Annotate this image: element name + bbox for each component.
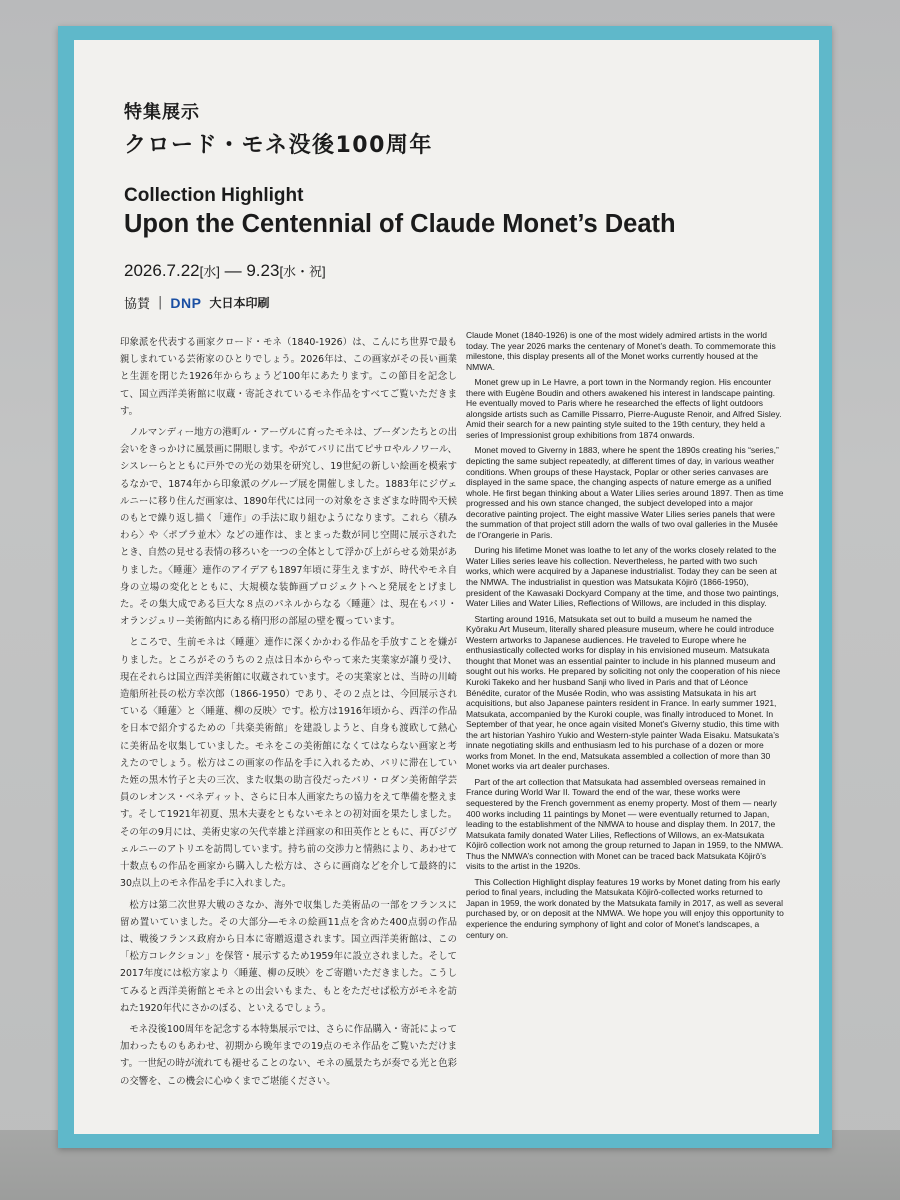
dnp-logo: DNP: [170, 294, 202, 311]
jp-title: クロード・モネ没後100周年: [124, 133, 433, 158]
exhibition-dates: [124, 261, 779, 281]
jp-paragraph: ノルマンディー地方の港町ル・アーヴルに育ったモネは、ブーダンたちとの出会いをきっかけに風景画に開眼します。やがてパリに出てピサロやルノワール、シスレーらとともに戸外での光の効果を研究し、19世紀の新しい絵画を模索するなかで、1874年から印象派のグループ展を開催しました。1883年にジヴェルニーに移り住んだ画家は、1890年代には同一の対象をさまざまな時間や天候のもとで繰り返し描く「連作」の手法に取り組むようになります。これら〈積みわら〉や〈ポプラ並木〉などの連作は、まとまった数が同じ空間に展示されたとき、自然の見せる表情の移ろいを一つの全体として浮かび上がらせる効果がありました。〈睡蓮〉連作のアイデアも1897年頃に芽生えますが、時代やモネ自身の立場の変化とともに、大規模な装飾画プロジェクトへと発展をとげました。その集大成である巨大な８点のパネルからなる〈睡蓮〉は、現在もパリ・オランジュリー美術館内にある楕円形の部屋の壁を覆っています。: [120, 427, 457, 628]
exhibition-panel-frame: [58, 26, 832, 1148]
jp-paragraph: 松方は第二次世界大戦のさなか、海外で収集した美術品の一部をフランスに留め置いていました。その大部分―モネの絵画11点を含めた400点弱の作品は、戦後フランス政府から日本に寄贈返還されます。国立西洋美術館は、この「松方コレクション」を保管・展示するため1959年に設立されました。そして2017年度には松方家より〈睡蓮、柳の反映〉をご寄贈いただきました。こうしてみると西洋美術館とモネとの出会いもまた、もとをただせば松方がモネを訪ねた1920年代にさかのぼる、といえるでしょう。: [120, 899, 457, 1014]
exhibition-panel: [74, 40, 819, 1134]
sponsor-name: 大日本印刷: [209, 296, 270, 310]
date-start: 2026.7.22: [124, 261, 200, 280]
sponsor-label: 協賛: [124, 297, 151, 312]
en-paragraph: During his lifetime Monet was loathe to let any of the works closely related to the Water Lilies series leave his collection. Nevertheless, he parted with two such works, which were acquired by a Japanese industrialist. Today they can be seen at the NMWA. The industrialist in question was Matsukata Kōjirō (1866-1950), president of the Kawasaki Dockyard Company at the time, and those two paintings, Water Lilies and Water Lilies, Reflections of Willows, are included in this display.: [466, 545, 779, 609]
sponsor-separator: |: [158, 295, 163, 310]
sponsor-line: [124, 293, 779, 312]
date-dash: —: [224, 261, 242, 280]
en-paragraph: Starting around 1916, Matsukata set out to build a museum he named the Kyōraku Art Museum, literally shared pleasure museum, where he could introduce Western artworks to Japanese audiences. He traveled to Europe where he enthusiastically collected works for display in his envisioned museum. Matsukata thought that Monet was an essential painter to include in his planned museum and sought out his works. He prepared by soliciting not only the cooperation of his niece Kuroki Takeko and her husband Sanji who lived in Paris and that of Léonce Bénédite, curator of the Musée Rodin, who was assisting Matsukata in his art acquisitions, but also Japanese painters resident in France. In early summer 1921, Matsukata, accompanied by the Kuroki couple, was finally introduced to Monet. In September of that year, he once again visited Monet’s Giverny studio, this time with the art historian Yashiro Yukio and Western-style painter Wada Eisaku. Matsukata’s innate negotiating skills and enthusiasm led to his purchase of a dozen or more works from Monet. In the end, Matsukata assembled a collection of more than 30 Monet works via art dealer purchases.: [466, 613, 781, 772]
en-paragraph: Monet grew up in Le Havre, a port town in the Normandy region. His encounter there with Eugène Boudin and others awakened his interest in landscape painting. He eventually moved to Paris where he researched the effects of light outdoors alongside artists such as Camille Pissarro, Pierre-Auguste Renoir, and Alfred Sisley. Amid their search for a new painting style suited to the 19th century, they held a series of Impressionist group exhibitions from 1874 onwards.: [466, 377, 782, 440]
en-paragraph: Part of the art collection that Matsukata had assembled overseas remained in France during World War II. Toward the end of the war, these works were sequestered by the French government as enemy property. Most of them — nearly 400 works including 11 paintings by Monet — were eventually returned to Japan, leading to the establishment of the NMWA to house and display them. In 2017, the Matsukata family donated Water Lilies, Reflections of Willows, an ex-Matsukata Kōjirō collection work not among the group returned to Japan in 1959, to the NMWA. Thus the NMWA’s connection with Monet can be traced back Matsukata Kōjirō’s visits to the artist in the 1920s.: [466, 776, 784, 872]
en-kicker: Collection Highlight: [124, 185, 304, 206]
en-paragraph: Monet moved to Giverny in 1883, where he spent the 1890s creating his “series,” depicting the same subject repeatedly, at different times of day, in various weather conditions. When groups of these Haystack, Poplar or other series canvases are displayed in the same space, the changing aspects of nature emerge as a unified whole. He first began thinking about a Water Lilies series around 1897. Then as time progressed and his own stance changed, the subject developed into a major decorative painting project. The eight massive Water Lilies series panels that were the summation of that project still adorn the walls of two oval galleries in the Musée de l’Orangerie in Paris.: [466, 445, 784, 540]
japanese-text-column: [120, 334, 457, 1094]
jp-kicker: 特集展示: [124, 102, 200, 123]
english-text-column: [466, 330, 784, 945]
en-paragraph: This Collection Highlight display features 19 works by Monet dating from his early period to final years, including the Matsukata Kōjirō-collected works returned to Japan in 1959, the work donated by the Matsukata family in 2017, as well as several purchased by, or on deposit at the NMWA. We hope you will enjoy this opportunity to experience the enduring symphony of light and color of Monet’s landscapes, a century on.: [466, 876, 784, 940]
jp-paragraph: ところで、生前モネは〈睡蓮〉連作に深くかかわる作品を手放すことを嫌がりました。ところがそのうちの２点は日本からやって来た実業家が譲り受け、現在それらは国立西洋美術館に収蔵されています。その実業家とは、当時の川崎造船所社長の松方幸次郎（1866-1950）であり、その２点とは、今回展示されている〈睡蓮〉と〈睡蓮、柳の反映〉です。松方は1916年頃から、西洋の作品を日本で紹介するための「共楽美術館」を建設しようと、自身も渡欧して熱心に美術品を収集していました。モネをこの美術館になくてはならない画家と考えたのでしょう。松方はこの画家の作品を手に入れるため、パリに滞在していた姪の黒木竹子と夫の三次、また収集の助言役だったパリ・ロダン美術館学芸員のレオンス・ベネディット、さらに日本人画家たちの協力をえて準備を整えます。そして1921年初夏、黒木夫妻をともないモネとの初対面を果たしました。その年の9月には、美術史家の矢代幸雄と洋画家の和田英作とともに、再びジヴェルニーのアトリエを訪問しています。持ち前の交渉力と情熱により、あわせて十数点もの作品を画家から購入した松方は、さらに画商などを介して最終的に30点以上のモネ作品を手に入れました。: [120, 637, 457, 890]
date-start-days: [水]: [199, 264, 220, 279]
jp-paragraph: 印象派を代表する画家クロード・モネ（1840-1926）は、こんにち世界で最も親しまれている芸術家のひとりでしょう。2026年は、この画家がその長い画業と生涯を閉じた1926年からちょうど100年にあたります。この節目を記念して、国立西洋美術館に収蔵・寄託されているモネ作品をすべてご覧いただきます。: [120, 337, 457, 417]
en-paragraph: Claude Monet (1840-1926) is one of the most widely admired artists in the world today. The year 2026 marks the centenary of Monet’s death. To commemorate this milestone, this display presents all of the Monet works currently housed at the NMWA.: [466, 330, 776, 372]
en-title: Upon the Centennial of Claude Monet’s Death: [124, 210, 676, 238]
panel-header: [124, 98, 779, 312]
jp-paragraph: モネ没後100周年を記念する本特集展示では、さらに作品購入・寄託によって加わったものもあわせ、初期から晩年までの19点のモネ作品をご覧いただけます。一世紀の時が流れても褪せることのない、モネの風景たちが奏でる光と色彩の交響を、この機会に心ゆくまでご堪能ください。: [120, 1023, 457, 1087]
date-end: 9.23: [246, 261, 280, 280]
date-end-days: [水・祝]: [279, 264, 326, 279]
